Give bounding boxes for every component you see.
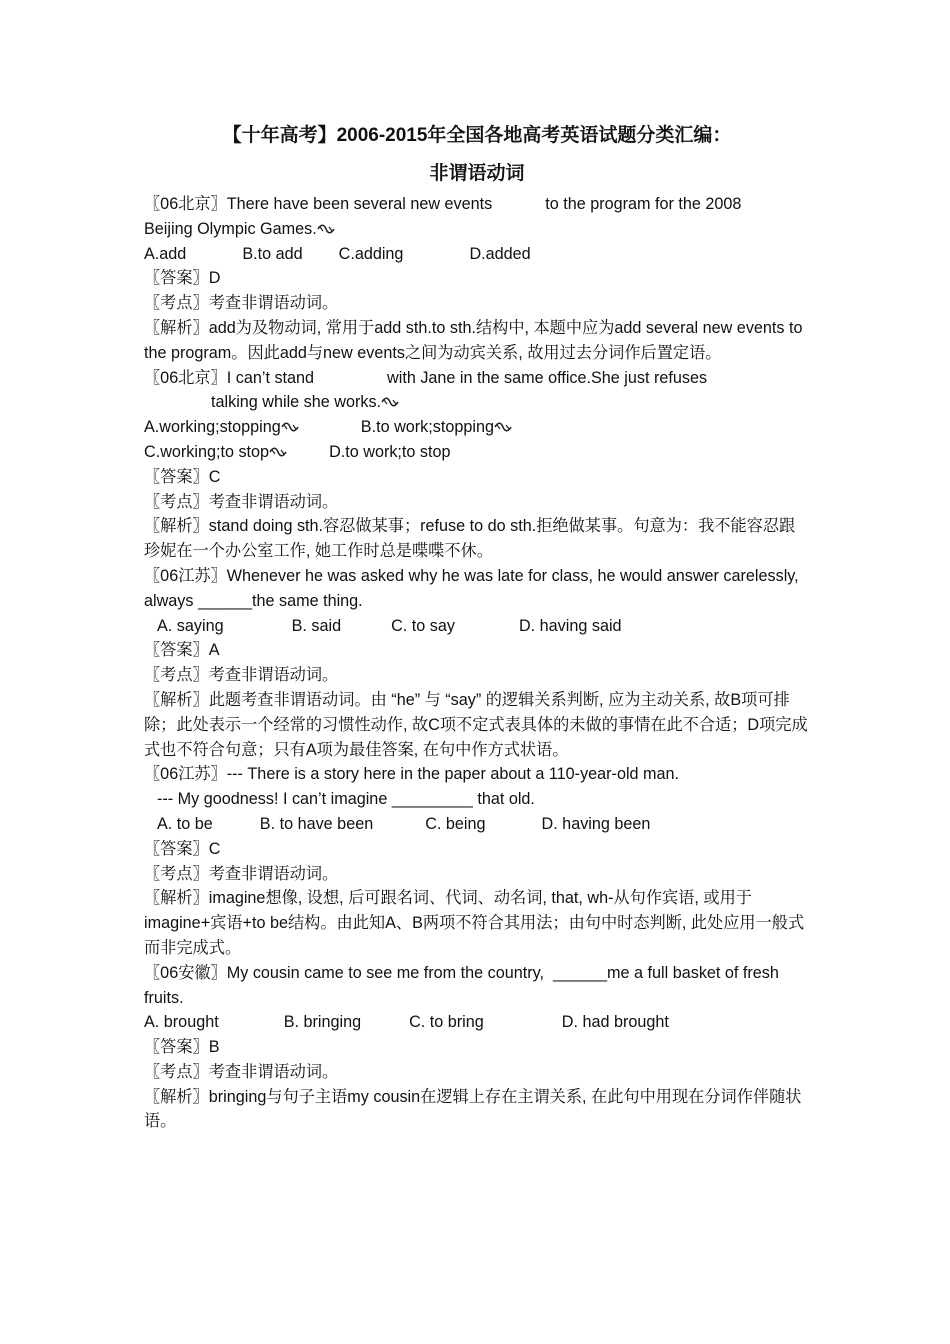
question-stem: 〖06安徽〗My cousin came to see me from the country, ______me a full basket of fresh fruits. bbox=[144, 963, 784, 1007]
option-a: A. to be bbox=[157, 814, 213, 833]
option-c: C.working;to stop bbox=[144, 442, 270, 461]
option-b: B.to add bbox=[242, 244, 303, 263]
question-stem bbox=[144, 217, 810, 242]
analysis: 〖解析〗此题考查非谓语动词。由 “he” 与 “say” 的逻辑关系判断, 应为主动关系, 故B项可排除；此处表示一个经常的习惯性动作, 故C项不定式表具体的未做的事情在此不合适；D项完成式也不符合句意；只有A项为最佳答案, 在句中作方式状语。 bbox=[144, 690, 808, 759]
option-a: A. brought bbox=[144, 1013, 219, 1032]
stem-part: 〖06北京〗There have been several new events bbox=[144, 195, 493, 213]
analysis: 〖解析〗bringing与句子主语my cousin在逻辑上存在主谓关系, 在此句中用现在分词作伴随状语。 bbox=[144, 1087, 802, 1131]
option-b: B.to work;stopping bbox=[360, 418, 494, 437]
option-c: C.adding bbox=[338, 244, 404, 263]
option-b: B. bringing bbox=[283, 1013, 362, 1032]
test-point: 〖考点〗考查非谓语动词。 bbox=[144, 1062, 339, 1081]
analysis: 〖解析〗stand doing sth.容忍做某事；refuse to do sth.拒绝做某事。句意为：我不能容忍跟珍妮在一个办公室工作, 她工作时总是喋喋不休。 bbox=[144, 517, 796, 561]
option-a: A.working;stopping bbox=[144, 418, 281, 437]
option-c: C. being bbox=[425, 814, 486, 833]
stem-part: --- My goodness! I can’t imagine _________ that old. bbox=[157, 790, 535, 809]
question-stem bbox=[144, 390, 810, 415]
document-title: 【十年高考】2006-2015年全国各地高考英语试题分类汇编： bbox=[222, 125, 732, 146]
option-a: A.add bbox=[144, 244, 187, 263]
link-mark-icon bbox=[281, 421, 299, 433]
question-stem bbox=[144, 366, 810, 391]
answer: 〖答案〗C bbox=[144, 839, 221, 858]
answer: 〖答案〗C bbox=[144, 467, 221, 486]
test-point: 〖考点〗考查非谓语动词。 bbox=[144, 492, 339, 511]
test-point: 〖考点〗考查非谓语动词。 bbox=[144, 864, 339, 883]
analysis: 〖解析〗imagine想像, 设想, 后可跟名词、代词、动名词, that, wh-从句作宾语, 或用于imagine+宾语+to be结构。由此知A、B两项不符合其用法；由句中时态判断, 此处应用一般式而非完成式。 bbox=[144, 889, 805, 957]
question-stem bbox=[144, 787, 810, 812]
question-5 bbox=[144, 961, 810, 1135]
link-mark-icon bbox=[381, 396, 399, 408]
option-a: A. saying bbox=[157, 616, 224, 635]
document-subtitle: 非谓语动词 bbox=[429, 163, 525, 184]
options-row bbox=[144, 242, 810, 267]
question-stem: 〖06江苏〗--- There is a story here in the paper about a 110-year-old man. bbox=[144, 765, 680, 784]
answer: 〖答案〗D bbox=[144, 269, 221, 288]
stem-part: 〖06北京〗I can’t stand bbox=[144, 368, 315, 387]
option-d: D.to work;to stop bbox=[329, 442, 451, 461]
analysis: 〖解析〗add为及物动词, 常用于add sth.to sth.结构中, 本题中应为add several new events to the program。因此add与new events之间为动宾关系, 故用过去分词作后置定语。 bbox=[144, 318, 808, 362]
option-b: B. said bbox=[291, 616, 342, 635]
link-mark-icon bbox=[269, 446, 287, 458]
stem-part: talking while she works. bbox=[211, 393, 382, 412]
link-mark-icon bbox=[494, 421, 512, 433]
question-stem bbox=[144, 192, 810, 217]
question-1 bbox=[144, 192, 810, 366]
options-row bbox=[144, 1010, 810, 1035]
option-d: D. having said bbox=[518, 616, 622, 635]
question-stem: 〖06江苏〗Whenever he was asked why he was late for class, he would answer carelessly, always ______the same thing. bbox=[144, 566, 804, 610]
stem-part: to the program for the 2008 bbox=[545, 195, 742, 213]
question-4 bbox=[144, 762, 810, 960]
options-row bbox=[144, 812, 810, 837]
stem-part: Beijing Olympic Games. bbox=[144, 219, 317, 238]
link-mark-icon bbox=[317, 223, 335, 235]
answer: 〖答案〗B bbox=[144, 1038, 220, 1057]
option-c: C. to bring bbox=[409, 1013, 484, 1032]
option-c: C. to say bbox=[391, 616, 455, 635]
option-b: B. to have been bbox=[259, 814, 374, 833]
options-row bbox=[144, 614, 810, 639]
test-point: 〖考点〗考查非谓语动词。 bbox=[144, 666, 339, 685]
option-d: D.added bbox=[469, 244, 531, 263]
test-point: 〖考点〗考查非谓语动词。 bbox=[144, 294, 339, 313]
question-3 bbox=[144, 564, 810, 762]
options-row bbox=[144, 440, 810, 465]
option-d: D. having been bbox=[541, 814, 651, 833]
option-d: D. had brought bbox=[561, 1013, 669, 1032]
answer: 〖答案〗A bbox=[144, 641, 220, 660]
question-2 bbox=[144, 366, 810, 564]
options-row bbox=[144, 415, 810, 440]
document-page bbox=[144, 120, 810, 1134]
stem-part: with Jane in the same office.She just refuses bbox=[387, 368, 708, 387]
